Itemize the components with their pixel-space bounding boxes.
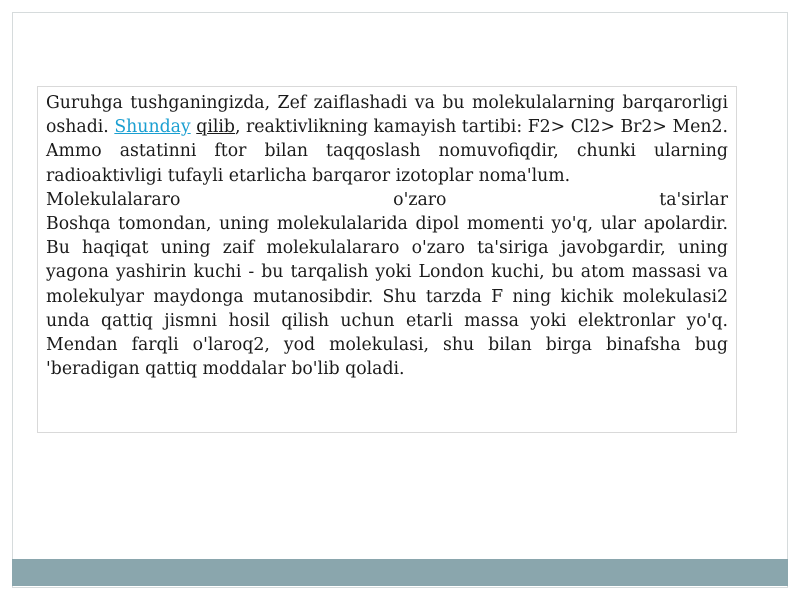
shunday-link[interactable]: Shunday bbox=[114, 117, 191, 138]
text-box[interactable] bbox=[37, 86, 737, 433]
paragraph-halogen-stability bbox=[46, 91, 728, 188]
paragraph-intermolecular-forces: Boshqa tomondan, uning molekulalarida dipol momenti yo'q, ular apolardir. Bu haqiqat uning zaif molekulalararo o'zaro ta'siriga javobgardir, uning yagona yashirin kuchi - bu tarqalish yoki London kuchi, bu atom massasi va molekulyar maydonga mutanosibdir. Shu tarzda F ning kichik molekulasi2 unda qattiq jismni hosil qilish uchun etarli massa yoki elektronlar yo'q. Mendan farqli o'laroq2, yod molekulasi, shu bilan birga binafsha bug 'beradigan qattiq moddalar bo'lib qoladi. bbox=[46, 214, 728, 380]
section-heading-intermolecular: Molekulalararo o'zaro ta'sirlar bbox=[46, 189, 728, 210]
qilib-underlined-word: qilib bbox=[196, 117, 235, 138]
paragraph-text-start: Guruhga tushganingizda, Zef zaiflashadi va bu molekulalarning barqarorligi oshadi. bbox=[46, 93, 728, 138]
slide-footer-bar bbox=[12, 559, 788, 586]
paragraph-text-end: , reaktivlikning kamayish tartibi: F2> Cl2> Br2> Men2. Ammo astatinni ftor bilan taqqoslash nomuvofiqdir, chunki ularning radioaktivligi tufayli etarlicha barqaror izotoplar noma'lum. bbox=[46, 117, 728, 186]
